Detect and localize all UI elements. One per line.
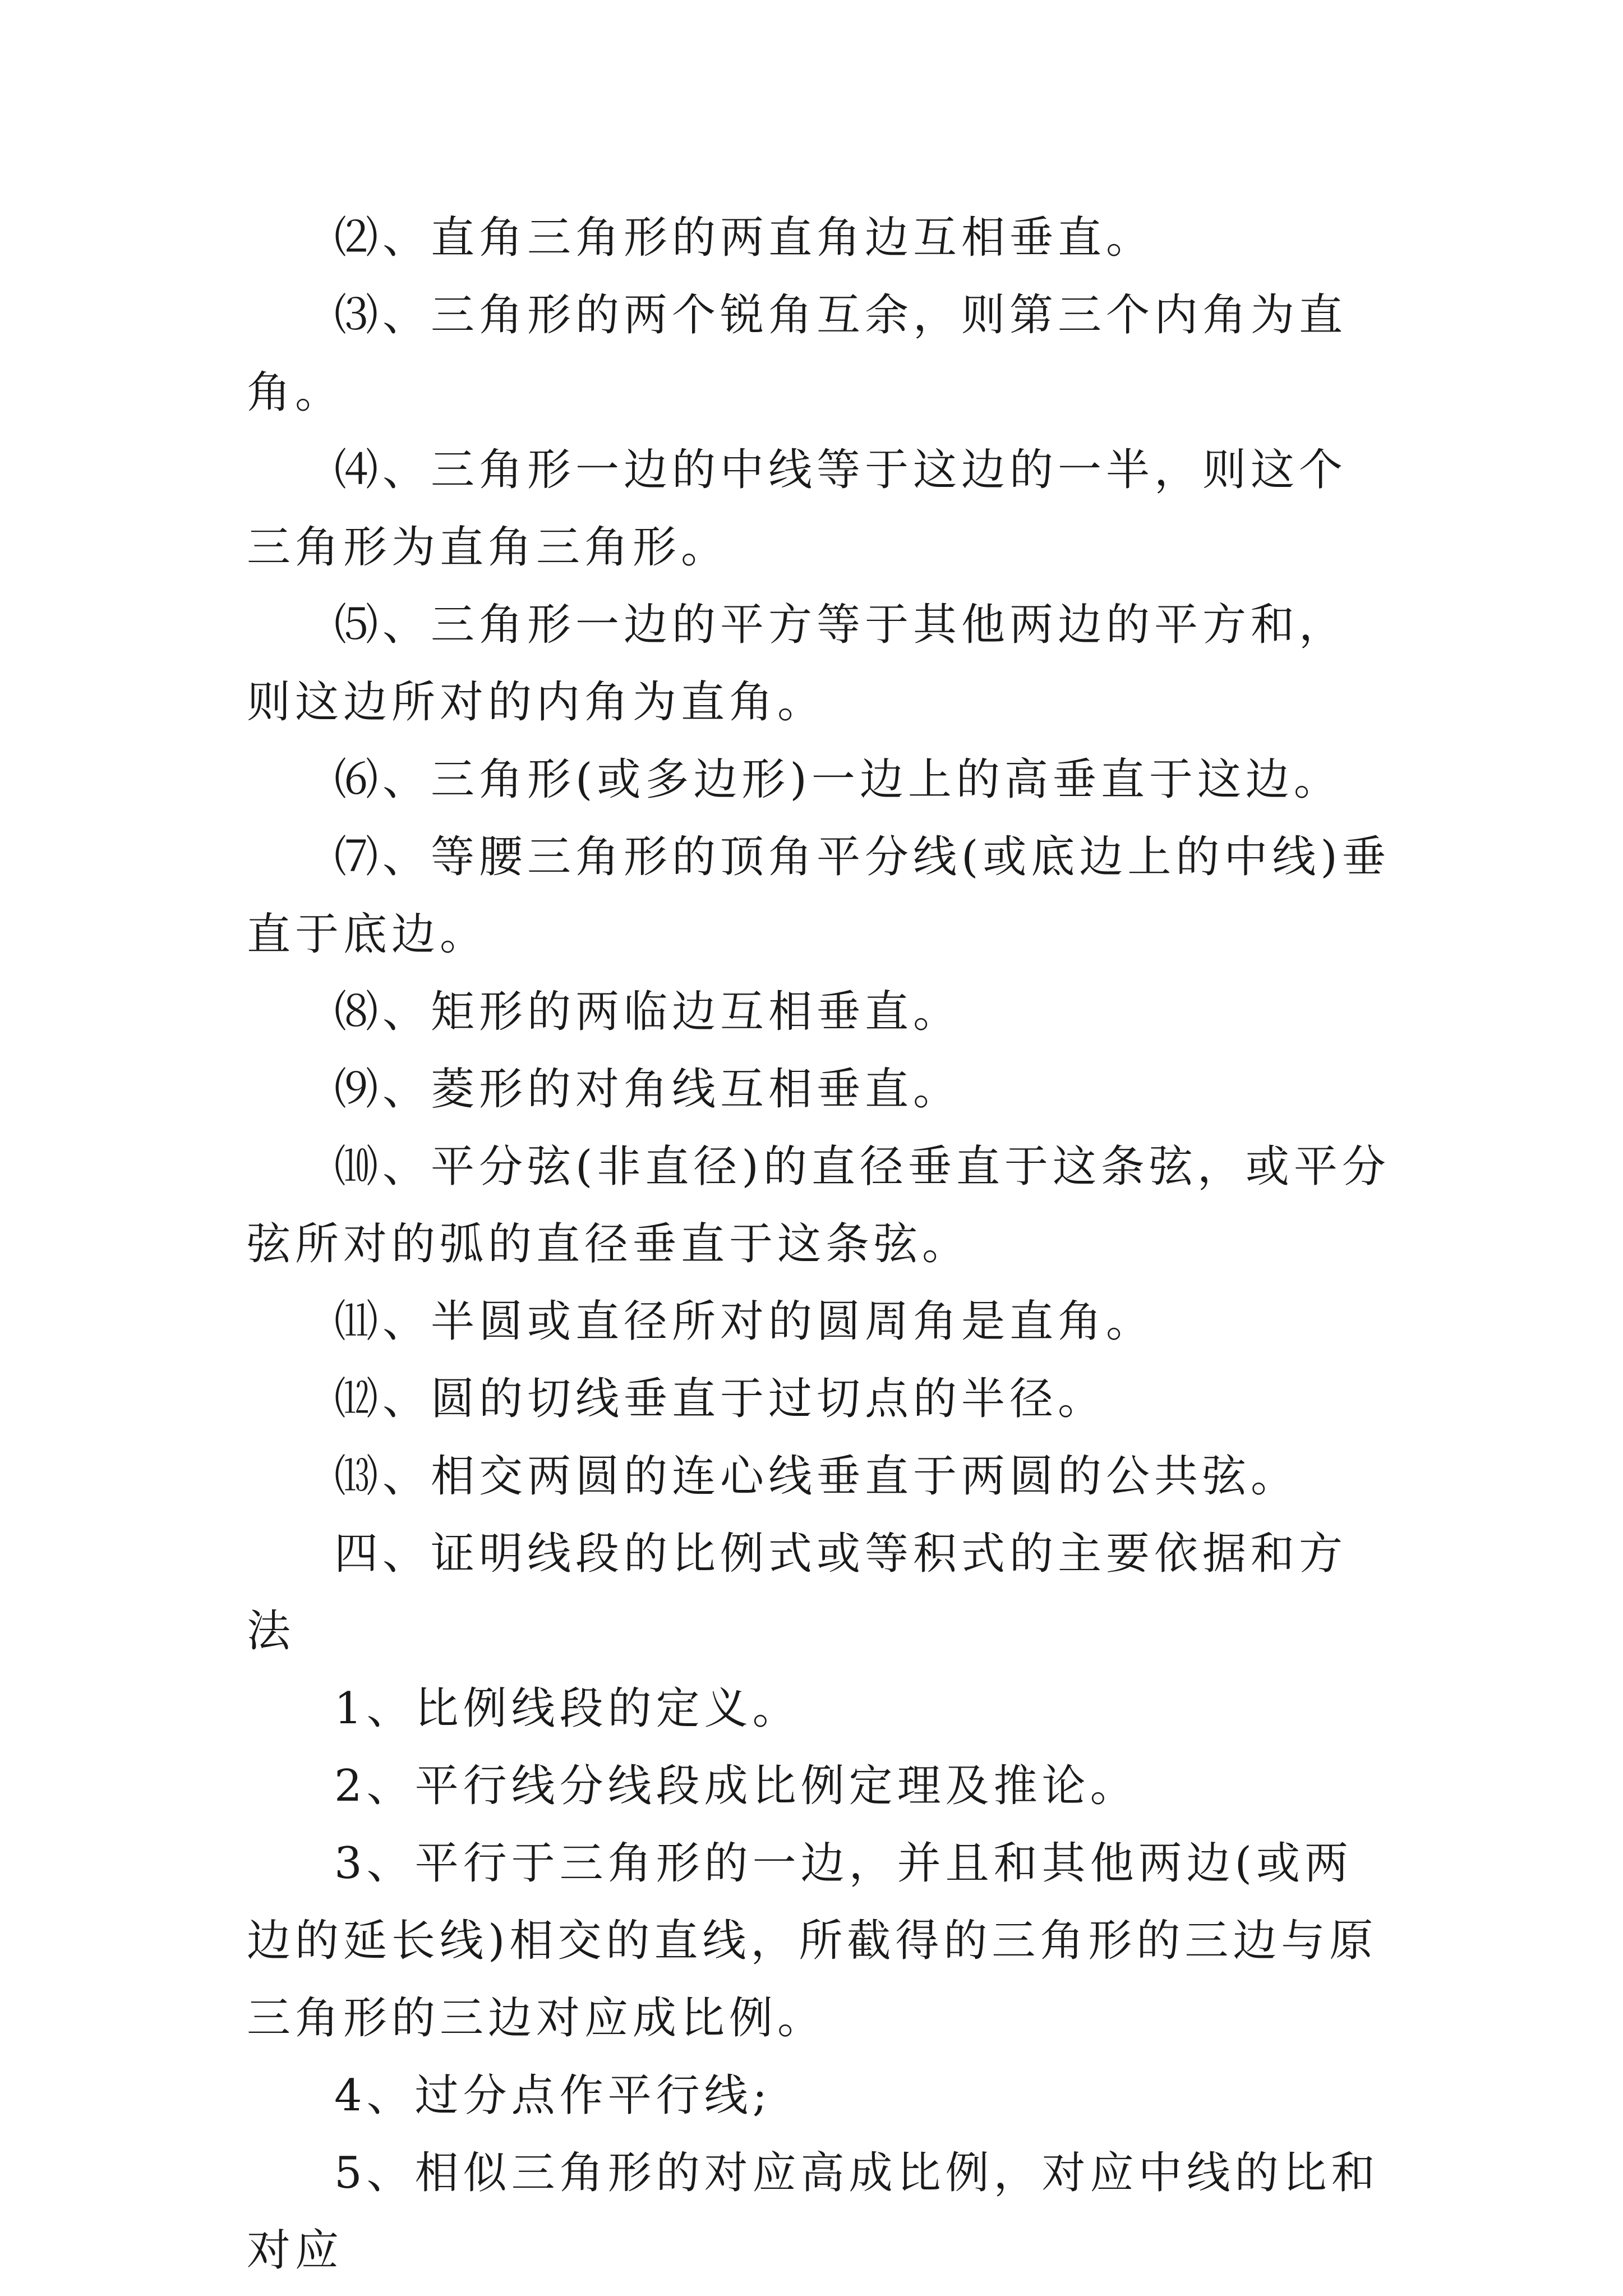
paragraph: ⑾、半圆或直径所对的圆周角是直角。 <box>334 1296 1155 1347</box>
paragraph: 2、平行线分线段成比例定理及推论。 <box>334 1761 1138 1811</box>
document-body <box>247 199 1391 2289</box>
paragraph: 4、过分点作平行线; <box>334 2070 772 2121</box>
paragraph: ⑷、三角形一边的中线等于这边的一半，则这个三角形为直角三角形。 <box>247 445 1348 573</box>
paragraph: ⑹、三角形(或多边形)一边上的高垂直于这边。 <box>334 754 1342 805</box>
paragraph: 3、平行于三角形的一边，并且和其他两边(或两边的延长线)相交的直线，所截得的三角形的三边与原三角形的三边对应成比例。 <box>247 1838 1378 2044</box>
paragraph: ⑻、矩形的两临边互相垂直。 <box>334 987 962 1037</box>
section-heading: 四、证明线段的比例式或等积式的主要依据和方法 <box>247 1529 1348 1657</box>
paragraph: ⑺、等腰三角形的顶角平分线(或底边上的中线)垂直于底边。 <box>247 832 1390 960</box>
paragraph: 5、相似三角形的对应高成比例，对应中线的比和对应 <box>247 2148 1380 2276</box>
paragraph: ⑼、菱形的对角线互相垂直。 <box>334 1064 962 1115</box>
paragraph: ⑶、三角形的两个锐角互余，则第三个内角为直角。 <box>247 290 1348 418</box>
paragraph: ⑵、直角三角形的两直角边互相垂直。 <box>334 213 1155 263</box>
paragraph: ⒀、相交两圆的连心线垂直于两圆的公共弦。 <box>334 1451 1299 1502</box>
paragraph: 1、比例线段的定义。 <box>334 1683 801 1734</box>
paragraph: ⑸、三角形一边的平方等于其他两边的平方和，则这边所对的内角为直角。 <box>247 600 1348 728</box>
paragraph: ⑿、圆的切线垂直于过切点的半径。 <box>334 1374 1106 1424</box>
paragraph: ⑽、平分弦(非直径)的直径垂直于这条弦，或平分弦所对的弧的直径垂直于这条弦。 <box>247 1142 1390 1269</box>
